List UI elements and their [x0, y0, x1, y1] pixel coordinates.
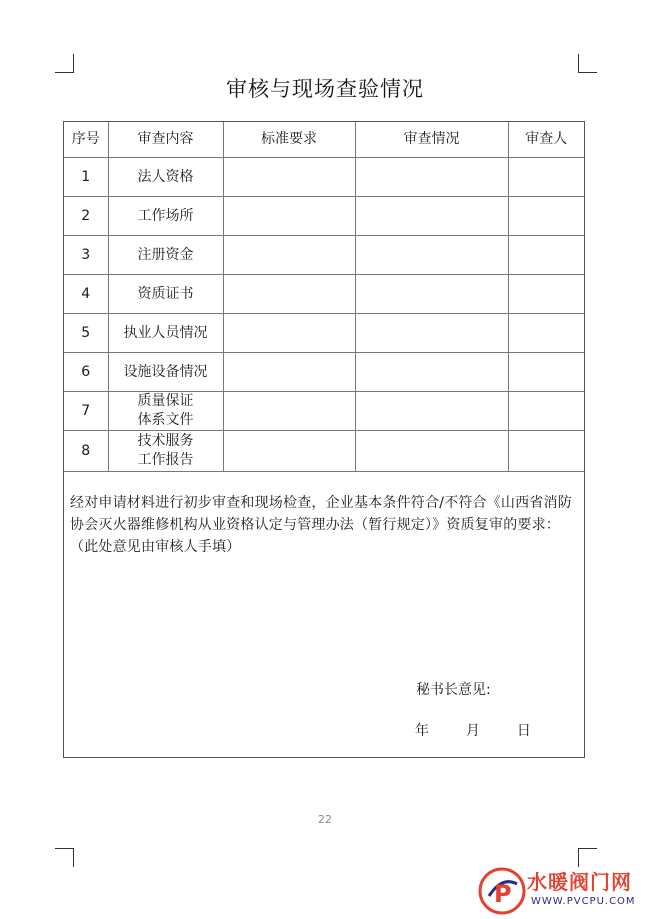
crop-mark-top-right: [578, 54, 597, 73]
brand-name: 水暖阀门网: [527, 870, 632, 894]
review-table: [64, 122, 584, 472]
standard-cell[interactable]: [223, 353, 355, 392]
header-check: 审查情况: [355, 122, 508, 158]
standard-cell[interactable]: [223, 275, 355, 314]
row-item-line1: 资质证书: [137, 285, 194, 302]
check-cell[interactable]: [355, 158, 508, 197]
header-reviewer: 审查人: [508, 122, 584, 158]
table-row: [64, 314, 584, 353]
review-opinion-text: 经对申请材料进行初步审查和现场检查，企业基本条件符合/不符合《山西省消防协会灭火器维修机构从业资格认定与管理办法（暂行规定）》资质复审的要求：（此处意见由审核人手填）: [70, 495, 572, 555]
reviewer-cell[interactable]: [508, 353, 584, 392]
standard-cell[interactable]: [223, 158, 355, 197]
row-seq: 8: [64, 431, 108, 472]
table-row: [64, 275, 584, 314]
row-item: [108, 197, 223, 236]
reviewer-cell[interactable]: [508, 431, 584, 472]
brand-logo-icon: [477, 866, 527, 916]
row-item-line1: 执业人员情况: [123, 324, 208, 341]
review-form: [63, 121, 585, 758]
table-row: [64, 353, 584, 392]
reviewer-cell[interactable]: [508, 158, 584, 197]
reviewer-cell[interactable]: [508, 314, 584, 353]
standard-cell[interactable]: [223, 431, 355, 472]
row-seq: 2: [64, 197, 108, 236]
reviewer-cell[interactable]: [508, 197, 584, 236]
row-seq: 4: [64, 275, 108, 314]
check-cell[interactable]: [355, 275, 508, 314]
header-item: 审查内容: [108, 122, 223, 158]
row-item-line2: 体系文件: [137, 412, 194, 428]
row-seq: 5: [64, 314, 108, 353]
row-item-line2: 工作报告: [137, 452, 194, 468]
table-row: [64, 236, 584, 275]
reviewer-cell[interactable]: [508, 392, 584, 431]
svg-text:P: P: [494, 880, 512, 908]
row-item: [108, 275, 223, 314]
row-item-line1: 设施设备情况: [123, 363, 208, 380]
date-day: 日: [516, 723, 531, 739]
table-header-row: [64, 122, 584, 158]
secretary-opinion-label: 秘书长意见:: [416, 682, 491, 698]
brand-url[interactable]: WWW.PVCPU.COM: [531, 896, 636, 907]
row-item: [108, 431, 223, 472]
row-item-line1: 注册资金: [137, 246, 194, 263]
reviewer-cell[interactable]: [508, 236, 584, 275]
row-item: [108, 158, 223, 197]
header-standard: 标准要求: [223, 122, 355, 158]
standard-cell[interactable]: [223, 314, 355, 353]
crop-mark-bottom-right: [578, 848, 597, 867]
row-seq: 7: [64, 392, 108, 431]
signature-date: [415, 720, 531, 740]
reviewer-cell[interactable]: [508, 275, 584, 314]
table-row: [64, 392, 584, 431]
check-cell[interactable]: [355, 431, 508, 472]
row-item-line1: 质量保证: [137, 393, 194, 409]
site-watermark: [467, 866, 647, 916]
row-seq: 1: [64, 158, 108, 197]
page-title: 审核与现场查验情况: [226, 77, 424, 101]
crop-mark-bottom-left: [55, 848, 74, 867]
row-item: [108, 236, 223, 275]
crop-mark-top-left: [55, 54, 74, 73]
header-seq: 序号: [64, 122, 108, 158]
table-row: [64, 197, 584, 236]
page-number: 22: [318, 813, 332, 826]
check-cell[interactable]: [355, 314, 508, 353]
row-seq: 6: [64, 353, 108, 392]
row-seq: 3: [64, 236, 108, 275]
table-row: [64, 431, 584, 472]
row-item: [108, 314, 223, 353]
row-item-line1: 工作场所: [137, 207, 194, 224]
row-item-line1: 法人资格: [137, 168, 194, 185]
row-item-line1: 技术服务: [137, 433, 194, 449]
table-row: [64, 158, 584, 197]
check-cell[interactable]: [355, 236, 508, 275]
row-item: [108, 353, 223, 392]
check-cell[interactable]: [355, 197, 508, 236]
date-year: 年: [415, 723, 429, 739]
row-item: [108, 392, 223, 431]
standard-cell[interactable]: [223, 236, 355, 275]
date-month: 月: [465, 723, 480, 739]
check-cell[interactable]: [355, 353, 508, 392]
check-cell[interactable]: [355, 392, 508, 431]
standard-cell[interactable]: [223, 392, 355, 431]
standard-cell[interactable]: [223, 197, 355, 236]
